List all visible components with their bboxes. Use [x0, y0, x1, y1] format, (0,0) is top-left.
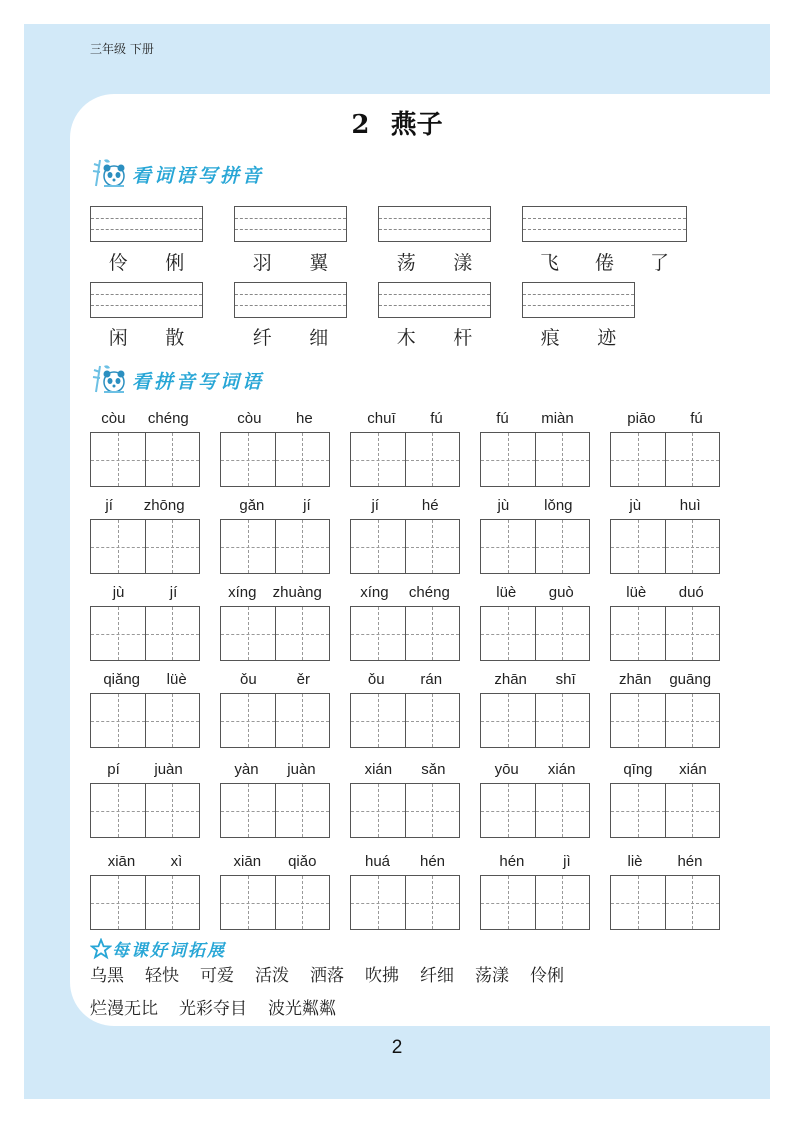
pinyin-prompt — [350, 497, 460, 519]
character-square[interactable] — [405, 784, 460, 837]
character-square[interactable] — [91, 520, 145, 573]
character: 迹 — [597, 327, 617, 349]
pinyin-writing-box[interactable] — [234, 282, 347, 318]
pinyin-syllable: juàn — [154, 761, 183, 778]
pinyin-syllable: jí — [169, 584, 178, 601]
extension-word: 荡漾 — [475, 966, 509, 986]
word-writing-cell — [220, 761, 330, 838]
pinyin-syllable: còu — [101, 410, 126, 427]
word-writing-cell — [480, 853, 590, 930]
word-writing-cell — [480, 671, 590, 748]
word-characters — [90, 248, 203, 275]
character-square[interactable] — [535, 520, 590, 573]
word-writing-cell — [220, 853, 330, 930]
word-writing-cell — [610, 761, 720, 838]
character: 木 — [396, 327, 416, 349]
word-characters — [522, 248, 687, 275]
pinyin-syllable: lüè — [166, 671, 187, 688]
pinyin-syllable: chéng — [147, 410, 189, 427]
character-square[interactable] — [665, 784, 720, 837]
pinyin-syllable: zhōng — [143, 497, 185, 514]
word-writing-cell — [610, 410, 720, 487]
pinyin-prompt — [90, 497, 200, 519]
pinyin-syllable: xiān — [107, 853, 136, 870]
extension-word: 活泼 — [255, 966, 289, 986]
character: 闲 — [108, 327, 128, 349]
pinyin-syllable: xì — [170, 853, 183, 870]
tian-grid[interactable] — [610, 519, 720, 574]
word-writing-cell — [90, 584, 200, 661]
pinyin-syllable: xián — [364, 761, 393, 778]
word-writing-cell — [610, 497, 720, 574]
pinyin-syllable: fú — [690, 410, 703, 427]
pinyin-syllable: xián — [547, 761, 576, 778]
character-square[interactable] — [275, 433, 330, 486]
word-characters — [234, 323, 347, 350]
pinyin-prompt — [220, 761, 330, 783]
pinyin-writing-box[interactable] — [90, 206, 203, 242]
tian-grid[interactable] — [350, 783, 460, 838]
character: 伶 — [108, 252, 128, 274]
word-writing-cell — [480, 761, 590, 838]
extension-word: 轻快 — [145, 966, 179, 986]
character-square[interactable] — [665, 433, 720, 486]
panda-bamboo-icon — [90, 156, 130, 190]
pinyin-prompt — [480, 761, 590, 783]
pinyin-writing-box[interactable] — [522, 206, 687, 242]
pinyin-syllable: lǒng — [544, 497, 573, 514]
word-characters — [378, 248, 491, 275]
pinyin-syllable: huá — [364, 853, 391, 870]
word-writing-cell — [480, 410, 590, 487]
character: 纤 — [252, 327, 272, 349]
character-square[interactable] — [221, 784, 275, 837]
word-writing-cell — [610, 671, 720, 748]
character: 散 — [165, 327, 185, 349]
character-square[interactable] — [535, 784, 590, 837]
character-square[interactable] — [351, 433, 405, 486]
tian-grid[interactable] — [480, 606, 590, 661]
extension-word: 乌黑 — [90, 966, 124, 986]
pinyin-syllable: zhān — [494, 671, 527, 688]
pinyin-syllable: zhuàng — [272, 584, 322, 601]
page-number: 2 — [391, 1037, 403, 1058]
extension-words-line-2 — [90, 994, 357, 1019]
grade-label: 三年级 下册 — [90, 42, 154, 56]
pinyin-syllable: jí — [105, 497, 113, 514]
pinyin-prompt — [90, 410, 200, 432]
character-square[interactable] — [145, 607, 200, 660]
word-writing-cell — [480, 584, 590, 661]
character-square[interactable] — [665, 876, 720, 929]
pinyin-prompt — [90, 853, 200, 875]
character: 飞 — [539, 252, 559, 274]
extension-title: 每课好词拓展 — [112, 941, 226, 961]
character-square[interactable] — [481, 694, 535, 747]
extension-word: 烂漫无比 — [90, 999, 158, 1019]
character-square[interactable] — [405, 694, 460, 747]
tian-grid[interactable] — [90, 693, 200, 748]
character-square[interactable] — [351, 520, 405, 573]
tian-grid[interactable] — [90, 783, 200, 838]
extension-word: 洒落 — [310, 966, 344, 986]
pinyin-syllable: liè — [627, 853, 643, 870]
pinyin-syllable: fú — [430, 410, 443, 427]
pinyin-syllable: jù — [497, 497, 510, 514]
tian-grid[interactable] — [480, 875, 590, 930]
pinyin-prompt — [350, 584, 460, 606]
pinyin-syllable: ǒu — [239, 671, 257, 688]
character-square[interactable] — [275, 520, 330, 573]
pinyin-syllable: jì — [563, 853, 571, 870]
character-square[interactable] — [221, 520, 275, 573]
character-square[interactable] — [91, 784, 145, 837]
lesson-title — [0, 104, 794, 141]
star-icon — [90, 938, 112, 960]
pinyin-prompt — [220, 671, 330, 693]
lesson-number: 2 — [351, 110, 370, 140]
pinyin-syllable: lüè — [496, 584, 517, 601]
character: 痕 — [540, 327, 560, 349]
extension-word: 伶俐 — [530, 966, 564, 986]
character-square[interactable] — [535, 694, 590, 747]
tian-grid[interactable] — [90, 875, 200, 930]
extension-word: 可爱 — [200, 966, 234, 986]
pinyin-syllable: lüè — [626, 584, 647, 601]
character-square[interactable] — [221, 607, 275, 660]
pinyin-prompt — [480, 497, 590, 519]
character-square[interactable] — [221, 876, 275, 929]
character-square[interactable] — [481, 520, 535, 573]
character: 了 — [649, 252, 669, 274]
tian-grid[interactable] — [220, 432, 330, 487]
character-square[interactable] — [275, 876, 330, 929]
character-square[interactable] — [351, 876, 405, 929]
tian-grid[interactable] — [480, 693, 590, 748]
character-square[interactable] — [665, 520, 720, 573]
character-square[interactable] — [611, 694, 665, 747]
pinyin-writing-box[interactable] — [378, 206, 491, 242]
pinyin-syllable: qīng — [623, 761, 653, 778]
character-square[interactable] — [611, 433, 665, 486]
panda-bamboo-icon — [90, 362, 130, 396]
word-writing-cell — [610, 853, 720, 930]
pinyin-prompt — [350, 410, 460, 432]
pinyin-syllable: fú — [496, 410, 509, 427]
character-square[interactable] — [351, 694, 405, 747]
pinyin-prompt — [350, 853, 460, 875]
character-square[interactable] — [91, 433, 145, 486]
extension-word: 纤细 — [420, 966, 454, 986]
pinyin-writing-box[interactable] — [378, 282, 491, 318]
tian-grid[interactable] — [610, 783, 720, 838]
character-square[interactable] — [145, 876, 200, 929]
word-writing-cell — [90, 853, 200, 930]
character-square[interactable] — [275, 694, 330, 747]
character: 细 — [309, 327, 329, 349]
character-square[interactable] — [145, 433, 200, 486]
character: 漾 — [453, 252, 473, 274]
tian-grid[interactable] — [350, 606, 460, 661]
character-square[interactable] — [91, 607, 145, 660]
word-writing-cell — [220, 497, 330, 574]
pinyin-syllable: duó — [678, 584, 704, 601]
pinyin-syllable: jù — [629, 497, 642, 514]
tian-grid[interactable] — [220, 875, 330, 930]
word-writing-cell — [220, 584, 330, 661]
pinyin-syllable: xíng — [360, 584, 389, 601]
extension-header — [90, 936, 226, 961]
pinyin-syllable: qiǎo — [288, 853, 317, 870]
character-square[interactable] — [481, 784, 535, 837]
pinyin-syllable: miàn — [541, 410, 574, 427]
character-square[interactable] — [145, 694, 200, 747]
pinyin-syllable: sǎn — [421, 761, 446, 778]
character-square[interactable] — [91, 694, 145, 747]
character-square[interactable] — [275, 607, 330, 660]
pinyin-prompt — [350, 671, 460, 693]
pinyin-syllable: huì — [679, 497, 701, 514]
pinyin-prompt — [220, 497, 330, 519]
pinyin-prompt — [90, 761, 200, 783]
pinyin-syllable: jù — [112, 584, 125, 601]
tian-grid[interactable] — [220, 693, 330, 748]
pinyin-syllable: hén — [419, 853, 446, 870]
pinyin-prompt — [220, 853, 330, 875]
pinyin-prompt — [610, 671, 720, 693]
character-square[interactable] — [405, 876, 460, 929]
word-characters — [522, 323, 635, 350]
pinyin-prompt — [350, 761, 460, 783]
character-square[interactable] — [351, 607, 405, 660]
pinyin-prompt — [220, 410, 330, 432]
character-square[interactable] — [275, 784, 330, 837]
word-writing-cell — [220, 671, 330, 748]
pinyin-writing-box[interactable] — [522, 282, 635, 318]
pinyin-prompt — [610, 410, 720, 432]
word-characters — [234, 248, 347, 275]
word-characters — [90, 323, 203, 350]
pinyin-prompt — [480, 671, 590, 693]
character-square[interactable] — [665, 694, 720, 747]
character-square[interactable] — [535, 607, 590, 660]
pinyin-syllable: ěr — [296, 671, 310, 688]
character-square[interactable] — [535, 433, 590, 486]
section-write-pinyin-header — [90, 156, 264, 190]
pinyin-syllable: rán — [420, 671, 443, 688]
word-writing-cell — [90, 497, 200, 574]
character-square[interactable] — [405, 607, 460, 660]
pinyin-syllable: chuī — [367, 410, 396, 427]
pinyin-syllable: hén — [499, 853, 525, 870]
word-writing-cell — [350, 853, 460, 930]
tian-grid[interactable] — [350, 519, 460, 574]
pinyin-syllable: xián — [679, 761, 707, 778]
character-square[interactable] — [405, 520, 460, 573]
character-square[interactable] — [145, 784, 200, 837]
section-title: 看拼音写词语 — [132, 371, 265, 393]
extension-words-line-1 — [90, 961, 585, 986]
tian-grid[interactable] — [480, 519, 590, 574]
tian-grid[interactable] — [350, 875, 460, 930]
section-write-words-header — [90, 362, 264, 396]
pinyin-syllable: guò — [548, 584, 574, 601]
pinyin-prompt — [90, 584, 200, 606]
pinyin-prompt — [480, 853, 590, 875]
pinyin-prompt — [480, 410, 590, 432]
lesson-name: 燕子 — [390, 110, 443, 140]
tian-grid[interactable] — [350, 693, 460, 748]
character-square[interactable] — [611, 784, 665, 837]
pinyin-syllable: qiǎng — [103, 671, 141, 688]
pinyin-prompt — [610, 853, 720, 875]
pinyin-syllable: guāng — [669, 671, 712, 688]
character: 翼 — [309, 252, 329, 274]
tian-grid[interactable] — [350, 432, 460, 487]
pinyin-syllable: ǒu — [367, 671, 385, 688]
character-square[interactable] — [405, 433, 460, 486]
character: 荡 — [396, 252, 416, 274]
extension-word: 波光粼粼 — [268, 999, 336, 1019]
extension-word: 光彩夺目 — [179, 999, 247, 1019]
pinyin-syllable: xíng — [228, 584, 257, 601]
pinyin-prompt — [220, 584, 330, 606]
word-writing-cell — [350, 497, 460, 574]
pinyin-syllable: yàn — [234, 761, 259, 778]
section-title: 看词语写拼音 — [132, 165, 265, 187]
pinyin-syllable: gǎn — [239, 497, 265, 514]
tian-grid[interactable] — [610, 432, 720, 487]
pinyin-syllable: yōu — [494, 761, 519, 778]
tian-grid[interactable] — [90, 606, 200, 661]
tian-grid[interactable] — [90, 519, 200, 574]
word-writing-cell — [350, 410, 460, 487]
pinyin-syllable: juàn — [287, 761, 316, 778]
character-square[interactable] — [611, 607, 665, 660]
pinyin-syllable: xiān — [233, 853, 262, 870]
character-square[interactable] — [481, 607, 535, 660]
tian-grid[interactable] — [610, 875, 720, 930]
word-writing-cell — [350, 671, 460, 748]
word-writing-cell — [610, 584, 720, 661]
tian-grid[interactable] — [480, 783, 590, 838]
pinyin-syllable: còu — [237, 410, 262, 427]
pinyin-prompt — [90, 671, 200, 693]
character-square[interactable] — [611, 876, 665, 929]
pinyin-syllable: hé — [421, 497, 439, 514]
pinyin-syllable: jí — [371, 497, 379, 514]
tian-grid[interactable] — [220, 519, 330, 574]
pinyin-syllable: jí — [303, 497, 311, 514]
extension-word: 吹拂 — [365, 966, 399, 986]
character-square[interactable] — [145, 520, 200, 573]
pinyin-syllable: hén — [677, 853, 703, 870]
word-writing-cell — [90, 410, 200, 487]
word-writing-cell — [90, 761, 200, 838]
character-square[interactable] — [351, 784, 405, 837]
word-writing-cell — [90, 671, 200, 748]
tian-grid[interactable] — [610, 693, 720, 748]
pinyin-prompt — [480, 584, 590, 606]
character: 俐 — [165, 252, 185, 274]
character-square[interactable] — [221, 694, 275, 747]
word-writing-cell — [220, 410, 330, 487]
word-characters — [378, 323, 491, 350]
pinyin-syllable: chéng — [408, 584, 450, 601]
character-square[interactable] — [481, 876, 535, 929]
word-writing-cell — [350, 584, 460, 661]
word-writing-cell — [350, 761, 460, 838]
pinyin-syllable: shī — [555, 671, 576, 688]
tian-grid[interactable] — [90, 432, 200, 487]
tian-grid[interactable] — [220, 606, 330, 661]
character-square[interactable] — [91, 876, 145, 929]
character-square[interactable] — [535, 876, 590, 929]
character: 羽 — [252, 252, 272, 274]
character-square[interactable] — [481, 433, 535, 486]
pinyin-syllable: he — [296, 410, 313, 427]
character: 倦 — [594, 252, 614, 274]
pinyin-prompt — [610, 584, 720, 606]
word-writing-cell — [480, 497, 590, 574]
character-square[interactable] — [611, 520, 665, 573]
character-square[interactable] — [665, 607, 720, 660]
pinyin-writing-box[interactable] — [234, 206, 347, 242]
pinyin-syllable: zhān — [618, 671, 652, 688]
character: 杆 — [453, 327, 473, 349]
tian-grid[interactable] — [480, 432, 590, 487]
tian-grid[interactable] — [610, 606, 720, 661]
pinyin-syllable: pí — [107, 761, 120, 778]
pinyin-writing-box[interactable] — [90, 282, 203, 318]
pinyin-prompt — [610, 761, 720, 783]
pinyin-syllable: piāo — [627, 410, 656, 427]
pinyin-prompt — [610, 497, 720, 519]
tian-grid[interactable] — [220, 783, 330, 838]
character-square[interactable] — [221, 433, 275, 486]
